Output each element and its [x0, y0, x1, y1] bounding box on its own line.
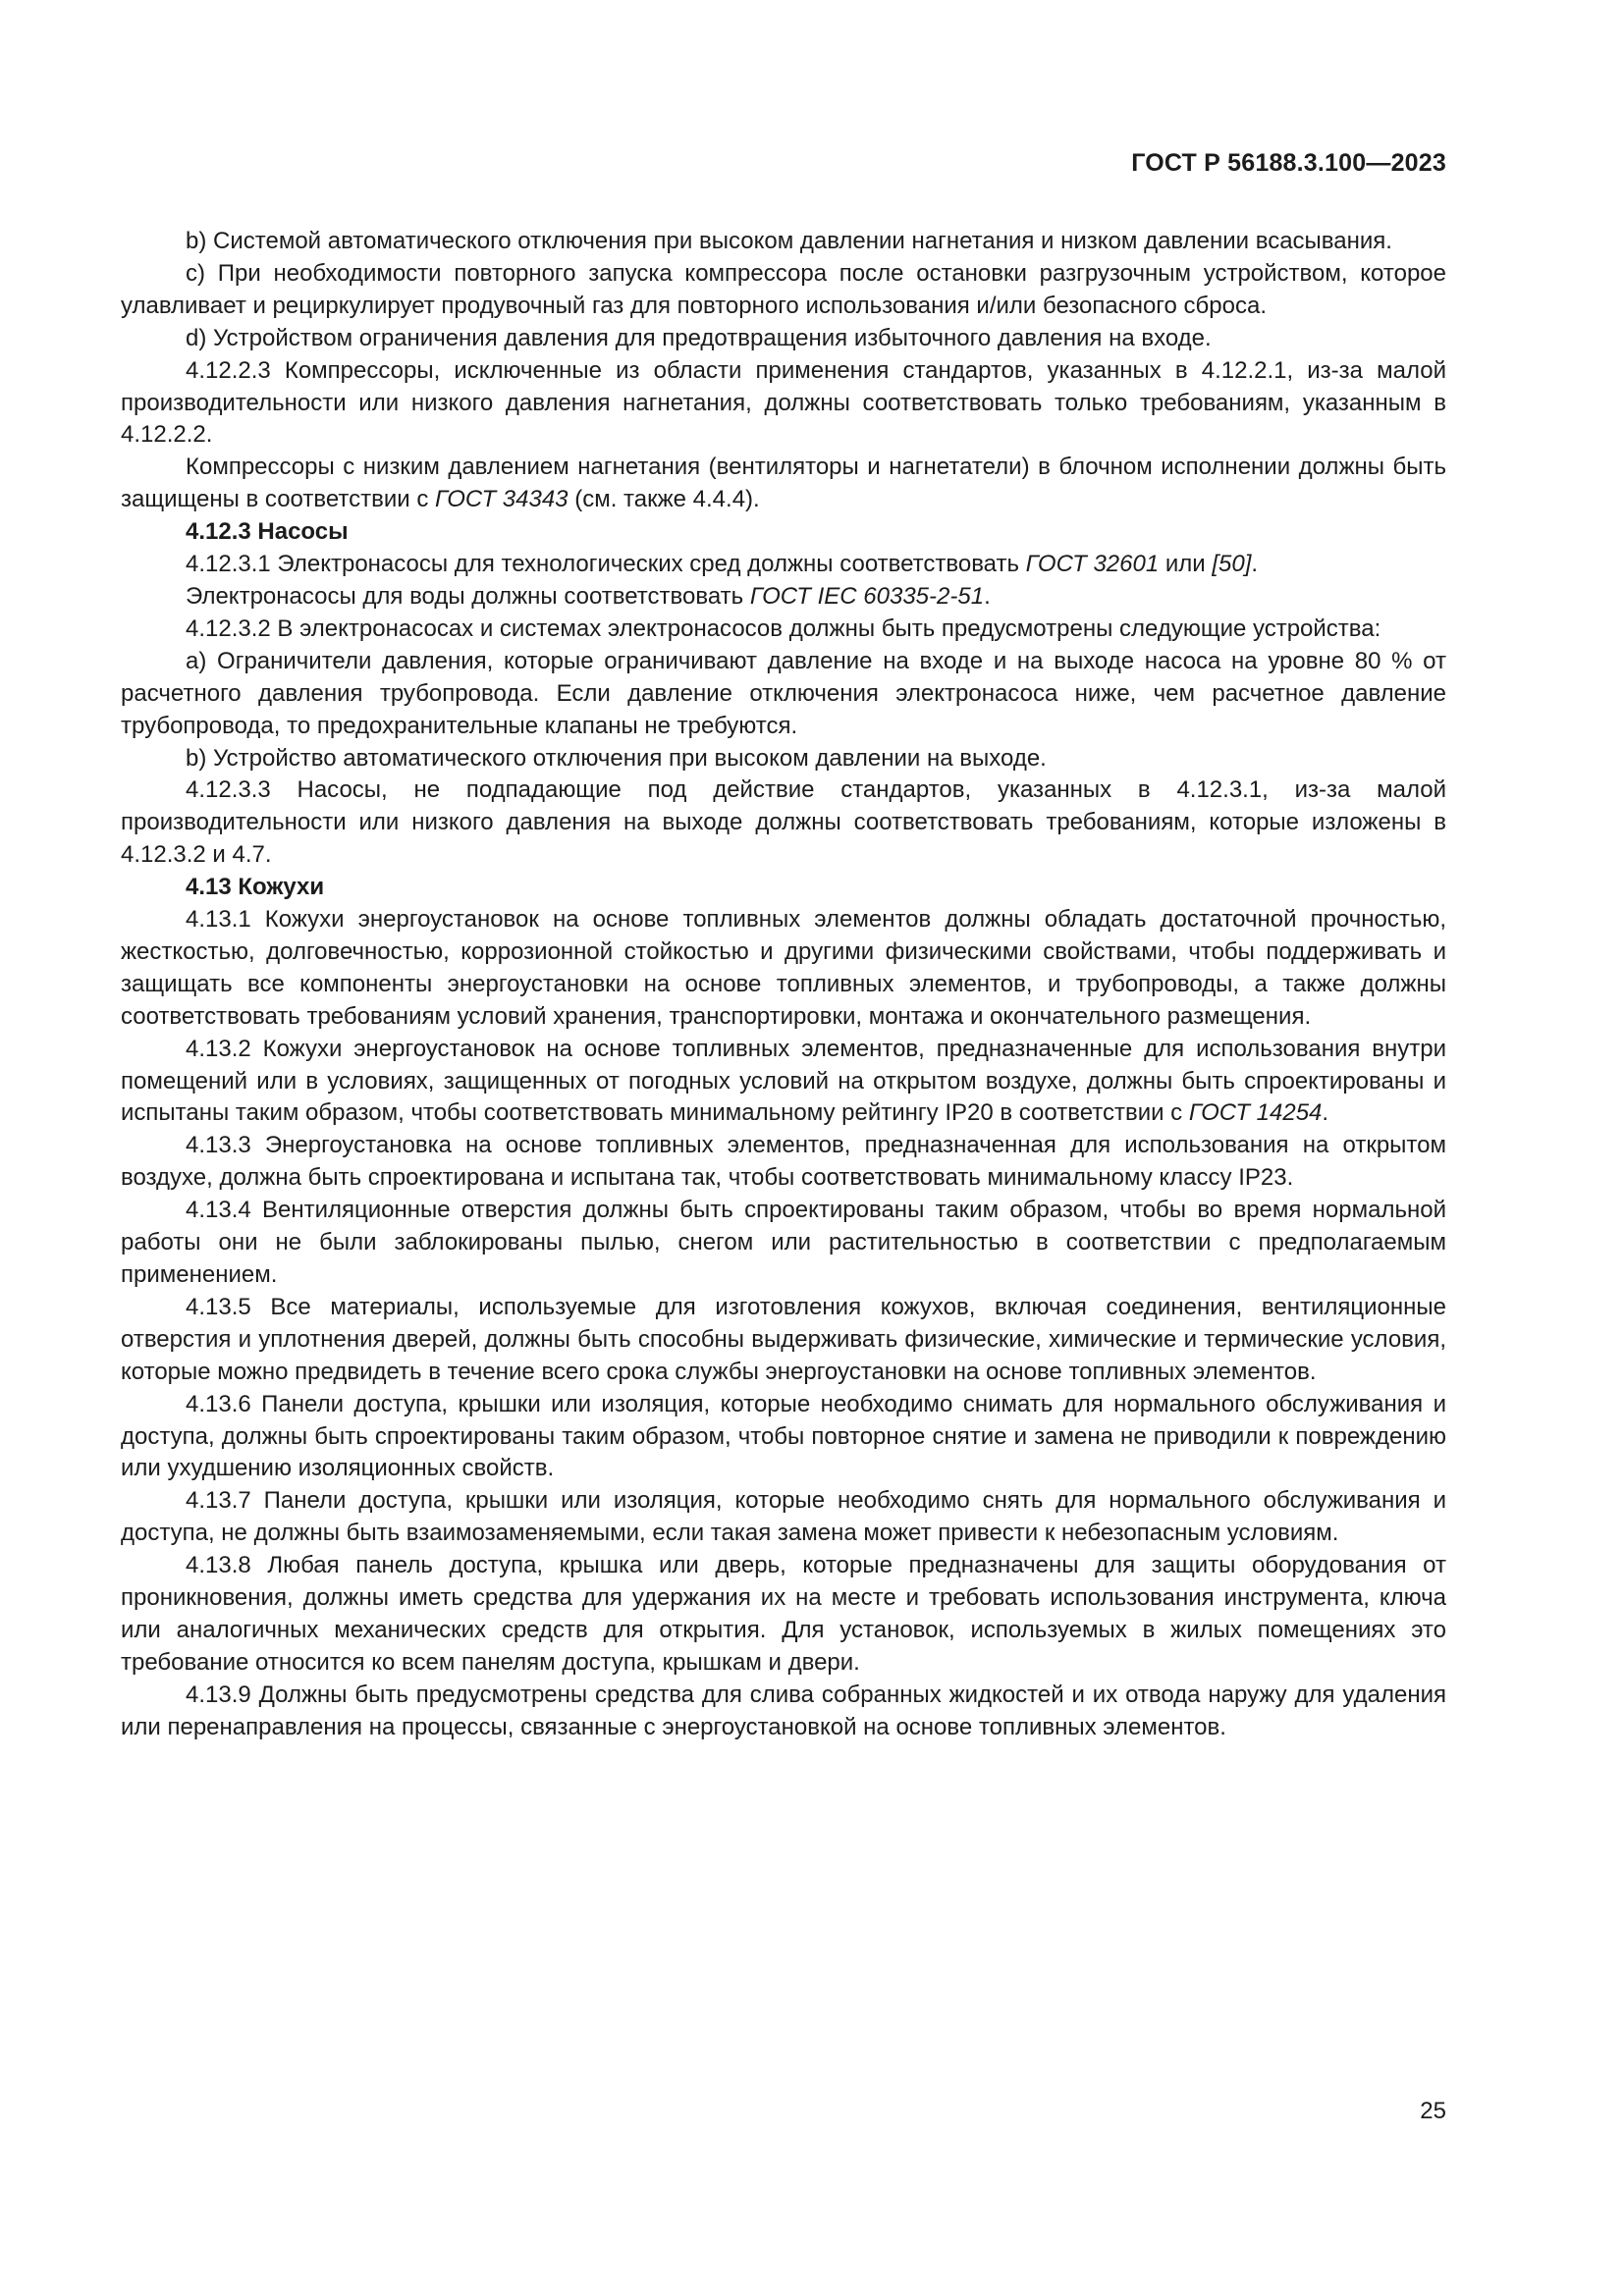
paragraph-4-13-7: 4.13.7 Панели доступа, крышки или изоляция, которые необходимо снять для нормального обслуживания и доступа, не должны быть взаимозаменяемыми, если такая замена может привести к небезопасным условиям. — [121, 1487, 1446, 1547]
paragraph-4-13-2: 4.13.2 Кожухи энергоустановок на основе топливных элементов, предназначенные для использования внутри помещений или в условиях, защищенных от погодных условий на открытом воздухе, должны быть спроектированы и испытаны таким образом, чтобы соответствовать минимальному рейтингу IP20 в соответствии с ГОСТ 14254. — [121, 1035, 1446, 1127]
paragraph-list-item-b: b) Системой автоматического отключения при высоком давлении нагнетания и низком давлении всасывания. — [186, 228, 1392, 254]
paragraph-4-13-9: 4.13.9 Должны быть предусмотрены средства для слива собранных жидкостей и их отвода наружу для удаления или перенаправления на процессы, связанные с энергоустановкой на основе топливных элементов. — [121, 1681, 1446, 1740]
bibliography-reference: [50] — [1212, 551, 1252, 578]
page-number: 25 — [1420, 2098, 1446, 2124]
paragraph-water-pumps: Электронасосы для воды должны соответствовать ГОСТ IEC 60335-2-51. — [186, 582, 991, 610]
paragraph-4-13-3: 4.13.3 Энергоустановка на основе топливных элементов, предназначенная для использования на открытом воздухе, должна быть спроектирована и испытана так, чтобы соответствовать минимальному классу IP23. — [121, 1132, 1446, 1192]
standard-reference: ГОСТ 14254 — [1188, 1099, 1323, 1127]
document-code-header: ГОСТ Р 56188.3.100—2023 — [1131, 149, 1446, 177]
paragraph-list-item-d: d) Устройством ограничения давления для предотвращения избыточного давления на входе. — [186, 324, 1212, 351]
paragraph-4-13-8: 4.13.8 Любая панель доступа, крышка или дверь, которые предназначены для защиты оборудования от проникновения, должны иметь средства для удержания их на месте и требовать использования инструмента, ключа или аналогичных механических средств для открытия. Для установок, используемых в жилых помещениях это требование относится ко всем панелям доступа, крышкам и двери. — [121, 1552, 1446, 1676]
standard-reference: ГОСТ IEC 60335-2-51 — [749, 582, 985, 610]
document-body — [121, 226, 1446, 1744]
section-heading-4-12-3: 4.12.3 Насосы — [186, 518, 349, 546]
section-heading-4-13: 4.13 Кожухи — [186, 874, 325, 901]
paragraph-4-13-5: 4.13.5 Все материалы, используемые для изготовления кожухов, включая соединения, вентиляционные отверстия и уплотнения дверей, должны быть способны выдерживать физические, химические и термические условия, которые можно предвидеть в течение всего срока службы энергоустановки на основе топливных элементов. — [121, 1293, 1446, 1385]
paragraph-4-13-1: 4.13.1 Кожухи энергоустановок на основе топливных элементов должны обладать достаточной прочностью, жесткостью, долговечностью, коррозионной стойкостью и другими физическими свойствами, чтобы поддерживать и защищать все компоненты энергоустановки на основе топливных элементов, и трубопроводы, а также должны соответствовать требованиям условий хранения, транспортировки, монтажа и окончательного размещения. — [121, 906, 1446, 1030]
paragraph-list-item-a: a) Ограничители давления, которые ограничивают давление на входе и на выходе насоса на уровне 80 % от расчетного давления трубопровода. Если давление отключения электронасоса ниже, чем расчетное давление трубопровода, то предохранительные клапаны не требуются. — [121, 647, 1446, 739]
paragraph-4-12-2-3: 4.12.2.3 Компрессоры, исключенные из области применения стандартов, указанных в 4.12.2.1, из-за малой производительности или низкого давления нагнетания, должны соответствовать только требованиям, указанным в 4.12.2.2. — [121, 356, 1446, 449]
standard-reference: ГОСТ 34343 — [435, 486, 568, 513]
paragraph-4-13-4: 4.13.4 Вентиляционные отверстия должны быть спроектированы таким образом, чтобы во время нормальной работы они не были заблокированы пылью, снегом или растительностью в соответствии с предполагаемым применением. — [121, 1197, 1446, 1288]
paragraph-4-13-6: 4.13.6 Панели доступа, крышки или изоляция, которые необходимо снимать для нормального обслуживания и доступа, должны быть спроектированы таким образом, чтобы повторное снятие и замена не приводили к повреждению или ухудшению изоляционных свойств. — [121, 1390, 1446, 1482]
paragraph-4-12-3-3: 4.12.3.3 Насосы, не подпадающие под действие стандартов, указанных в 4.12.3.1, из-за малой производительности или низкого давления на выходе должны соответствовать требованиям, которые изложены в 4.12.3.2 и 4.7. — [121, 776, 1446, 869]
paragraph-4-12-3-2: 4.12.3.2 В электронасосах и системах электронасосов должны быть предусмотрены следующие устройства: — [186, 614, 1381, 642]
paragraph-list-item-b: b) Устройство автоматического отключения при высоком давлении на выходе. — [186, 744, 1047, 772]
standard-reference: ГОСТ 32601 — [1025, 551, 1160, 578]
paragraph-low-pressure-compressors: Компрессоры с низким давлением нагнетания (вентиляторы и нагнетатели) в блочном исполнении должны быть защищены в соответствии с ГОСТ 34343 (см. также 4.4.4). — [121, 454, 1446, 513]
paragraph-4-12-3-1: 4.12.3.1 Электронасосы для технологических сред должны соответствовать ГОСТ 32601 или [50]. — [186, 551, 1259, 578]
paragraph-list-item-c: c) При необходимости повторного запуска компрессора после остановки разгрузочным устройством, которое улавливает и рециркулирует продувочный газ для повторного использования и/или безопасного сброса. — [121, 259, 1446, 319]
